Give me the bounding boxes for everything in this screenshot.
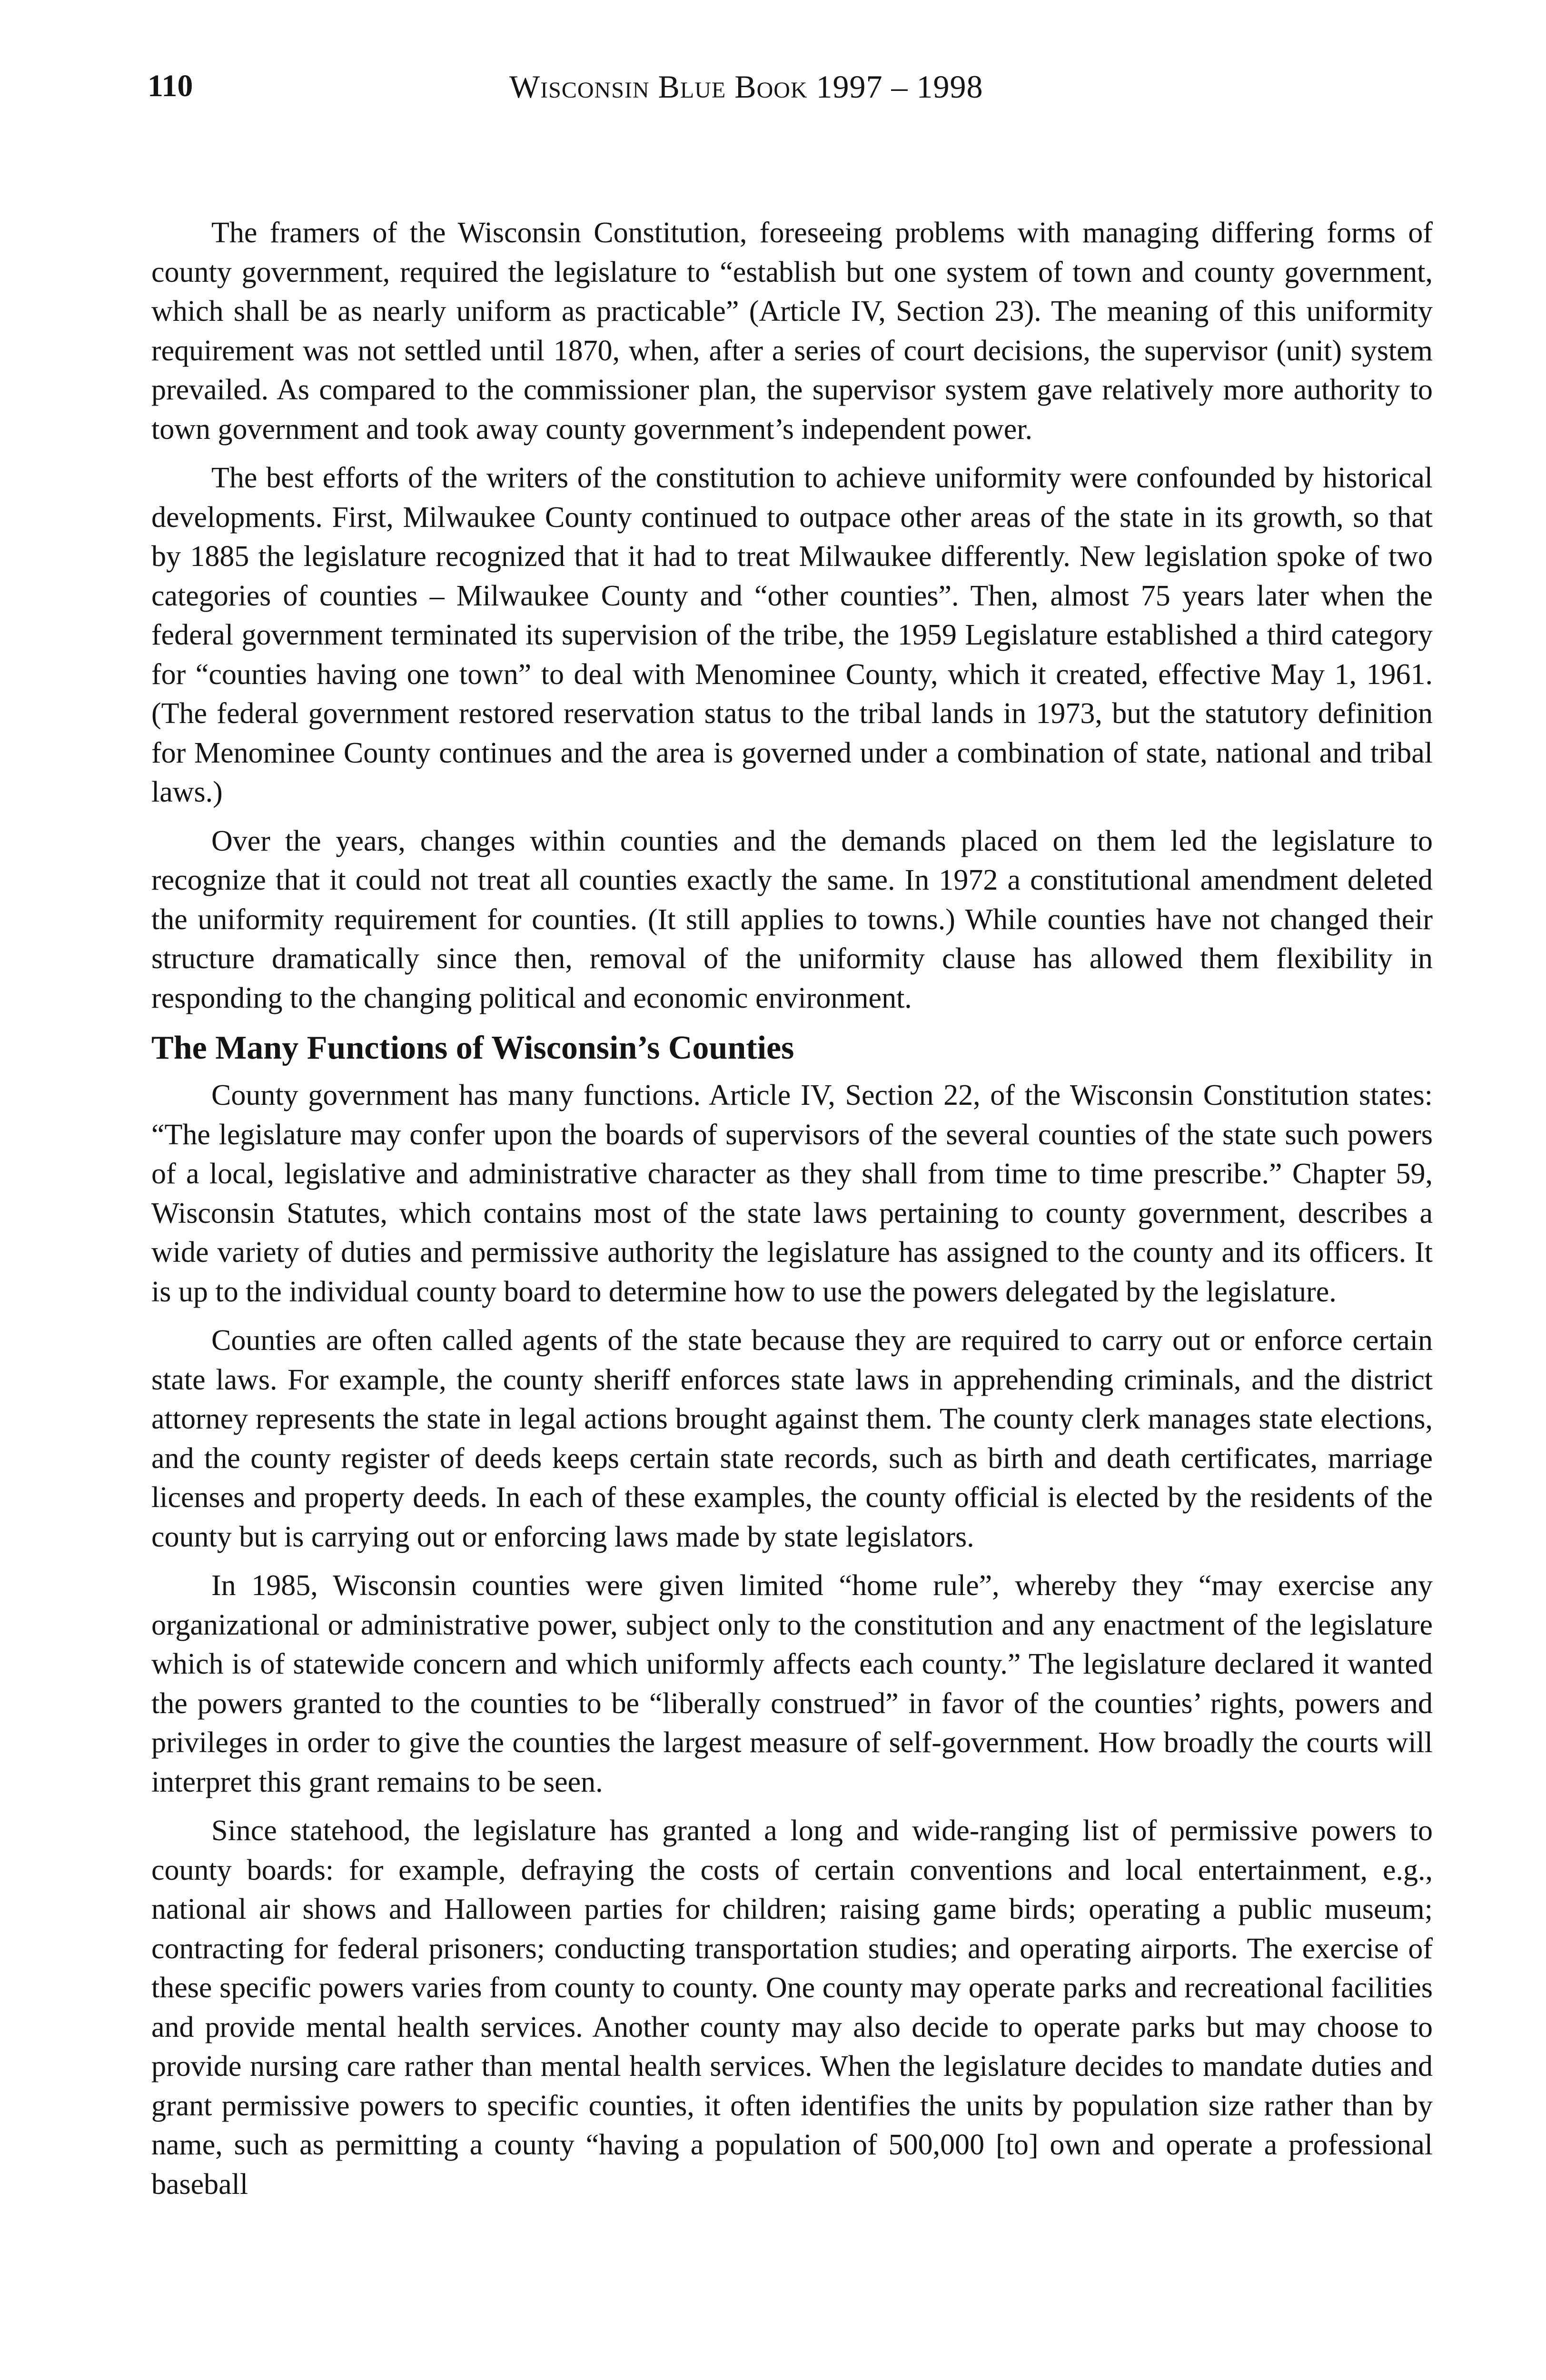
section-heading: The Many Functions of Wisconsin’s Counties [151,1030,794,1066]
body-text [151,213,1433,2213]
paragraph: Counties are often called agents of the state because they are required to carry out or enforce certain state laws. For example, the county sheriff enforces state laws in apprehending criminals, and the district attorney represents the state in legal actions brought against them. The county clerk manages state elections, and the county register of deeds keeps certain state records, such as birth and death certificates, marriage licenses and property deeds. In each of these examples, the county official is elected by the residents of the county but is carrying out or enforcing laws made by state legislators. [151,1324,1433,1553]
page-number: 110 [148,69,193,103]
paragraph: In 1985, Wisconsin counties were given limited “home rule”, whereby they “may exercise any organizational or administrative power, subject only to the constitution and any enactment of the legislature which is of statewide concern and which uniformly affects each county.” The legislature declared it wanted the powers granted to the counties to be “liberally construed” in favor of the counties’ rights, powers and privileges in order to give the counties the largest measure of self-government. How broadly the courts will interpret this grant remains to be seen. [151,1569,1433,1798]
paragraph: County government has many functions. Article IV, Section 22, of the Wisconsin Constitution states: “The legislature may confer upon the boards of supervisors of the several counties of the state such powers of a local, legislative and administrative character as they shall from time to time prescribe.” Chapter 59, Wisconsin Statutes, which contains most of the state laws pertaining to county government, describes a wide variety of duties and permissive authority the legislature has assigned to the county and its officers. It is up to the individual county board to determine how to use the powers delegated by the legislature. [151,1079,1433,1308]
paragraph: The best efforts of the writers of the constitution to achieve uniformity were confounded by historical developments. First, Milwaukee County continued to outpace other areas of the state in its growth, so that by 1885 the legislature recognized that it had to treat Milwaukee differently. New legislation spoke of two categories of counties – Milwaukee County and “other counties”. Then, almost 75 years later when the federal government terminated its supervision of the tribe, the 1959 Legislature established a third category for “counties having one town” to deal with Menominee County, which it created, effective May 1, 1961. (The federal government restored reservation status to the tribal lands in 1973, but the statutory definition for Menominee County continues and the area is governed under a combination of state, national and tribal laws.) [151,462,1433,808]
running-head: Wisconsin Blue Book 1997 – 1998 [509,69,983,105]
paragraph: Since statehood, the legislature has granted a long and wide-ranging list of permissive powers to county boards: for example, defraying the costs of certain conventions and local entertainment, e.g., national air shows and Halloween parties for children; raising game birds; operating a public museum; contracting for federal prisoners; conducting transportation studies; and operating airports. The exercise of these specific powers varies from county to county. One county may operate parks and recreational facilities and provide mental health services. Another county may also decide to operate parks but may choose to provide nursing care rather than mental health services. When the legislature decides to mandate duties and grant permissive powers to specific counties, it often identifies the units by population size rather than by name, such as permitting a county “having a population of 500,000 [to] own and operate a professional baseball [151,1815,1433,2201]
paragraph: The framers of the Wisconsin Constitution, foreseeing problems with managing differing forms of county government, required the legislature to “establish but one system of town and county government, which shall be as nearly uniform as practicable” (Article IV, Section 23). The meaning of this uniformity requirement was not settled until 1870, when, after a series of court decisions, the supervisor (unit) system prevailed. As compared to the commissioner plan, the supervisor system gave relatively more authority to town government and took away county government’s independent power. [151,217,1433,446]
paragraph: Over the years, changes within counties and the demands placed on them led the legislature to recognize that it could not treat all counties exactly the same. In 1972 a constitutional amendment deleted the uniformity requirement for counties. (It still applies to towns.) While counties have not changed their structure dramatically since then, removal of the uniformity clause has allowed them flexibility in responding to the changing political and economic environment. [151,824,1433,1014]
